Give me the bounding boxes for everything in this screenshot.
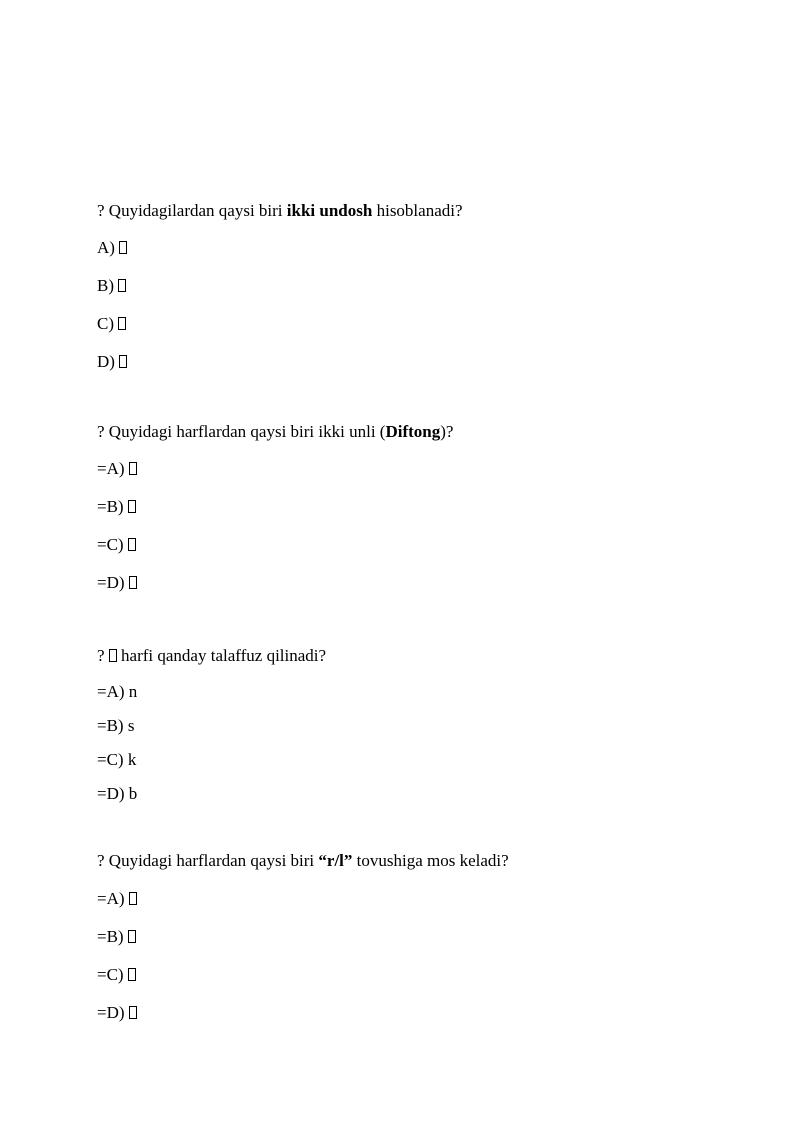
- option-label: B): [97, 276, 119, 295]
- question-4: [97, 851, 509, 871]
- question-text: Quyidagi harflardan qaysi biri ikki unli (: [108, 422, 386, 441]
- option-b: [97, 276, 126, 296]
- option-label: =B): [97, 716, 128, 735]
- option-b: [97, 716, 134, 736]
- question-text: )?: [440, 422, 454, 441]
- option-value: b: [128, 784, 138, 803]
- option-label: =A): [97, 682, 129, 701]
- missing-glyph-icon: [129, 1006, 137, 1019]
- missing-glyph-icon: [109, 649, 117, 662]
- question-bold-text: Diftong: [385, 422, 441, 441]
- option-label: A): [97, 238, 120, 257]
- question-marker: ?: [97, 851, 109, 870]
- option-c: [97, 750, 136, 770]
- missing-glyph-icon: [128, 930, 136, 943]
- missing-glyph-icon: [118, 317, 126, 330]
- option-a: [97, 682, 137, 702]
- missing-glyph-icon: [129, 892, 137, 905]
- missing-glyph-icon: [128, 538, 136, 551]
- option-label: =C): [97, 535, 128, 554]
- option-c: [97, 314, 126, 334]
- question-text: hisoblanadi?: [372, 201, 463, 220]
- option-label: =C): [97, 750, 128, 769]
- missing-glyph-icon: [119, 355, 127, 368]
- option-label: =C): [97, 965, 128, 984]
- missing-glyph-icon: [129, 462, 137, 475]
- question-marker: ?: [97, 422, 109, 441]
- option-d: [97, 352, 127, 372]
- missing-glyph-icon: [128, 500, 136, 513]
- question-marker: ?: [97, 201, 109, 220]
- option-c: [97, 965, 136, 985]
- option-label: =A): [97, 459, 129, 478]
- missing-glyph-icon: [119, 241, 127, 254]
- option-label: =A): [97, 889, 129, 908]
- option-d: [97, 573, 137, 593]
- option-label: C): [97, 314, 119, 333]
- option-label: =B): [97, 927, 128, 946]
- option-a: [97, 238, 127, 258]
- question-text: tovushiga mos keladi?: [352, 851, 509, 870]
- option-b: [97, 497, 136, 517]
- option-label: =D): [97, 784, 129, 803]
- option-value: k: [127, 750, 137, 769]
- option-d: [97, 1003, 137, 1023]
- question-marker: ?: [97, 646, 109, 665]
- missing-glyph-icon: [118, 279, 126, 292]
- option-label: D): [97, 352, 120, 371]
- option-b: [97, 927, 136, 947]
- question-bold-text: “r/l”: [318, 851, 353, 870]
- option-value: s: [127, 716, 135, 735]
- option-label: =B): [97, 497, 128, 516]
- question-3: [97, 646, 326, 666]
- option-value: n: [128, 682, 138, 701]
- missing-glyph-icon: [128, 968, 136, 981]
- option-d: [97, 784, 137, 804]
- question-bold-text: ikki undosh: [286, 201, 373, 220]
- option-a: [97, 459, 137, 479]
- option-c: [97, 535, 136, 555]
- question-text: Quyidagi harflardan qaysi biri: [108, 851, 319, 870]
- option-label: =D): [97, 1003, 129, 1022]
- question-text: Quyidagilardan qaysi biri: [108, 201, 287, 220]
- question-2: [97, 422, 453, 442]
- question-text: harfi qanday talaffuz qilinadi?: [116, 646, 327, 665]
- option-a: [97, 889, 137, 909]
- option-label: =D): [97, 573, 129, 592]
- question-1: [97, 201, 463, 221]
- missing-glyph-icon: [129, 576, 137, 589]
